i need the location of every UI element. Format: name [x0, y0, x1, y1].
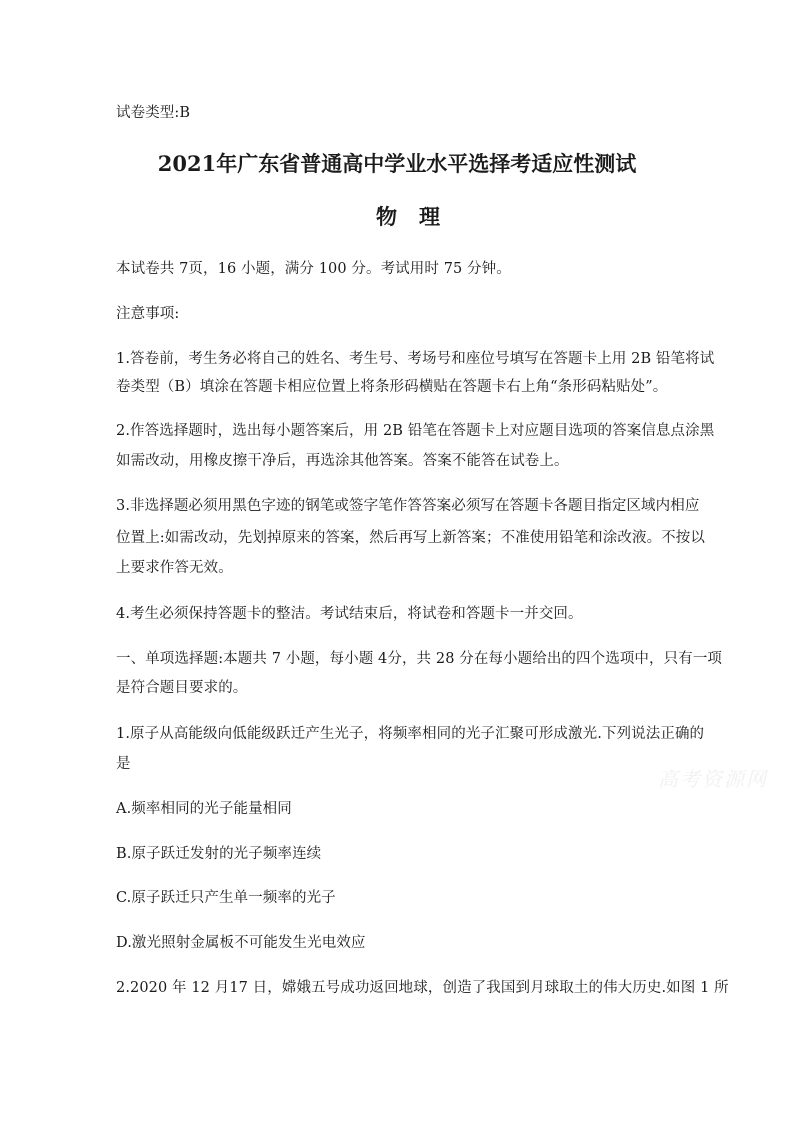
notice-1-line-1: 1.答卷前，考生务必将自己的姓名、考生号、考场号和座位号填写在答题卡上用 2B 铅笔将试	[116, 351, 715, 367]
subject-title: 物理	[376, 204, 462, 229]
section-1-line-1: 一、单项选择题:本题共 7 小题，每小题 4分，共 28 分在每小题给出的四个选项中，只有一项	[116, 651, 723, 667]
question-1-stem-line-1: 1.原子从高能级向低能级跃迁产生光子，将频率相同的光子汇聚可形成激光.下列说法正确的	[116, 726, 705, 742]
notice-3-line-3: 上要求作答无效。	[116, 560, 233, 576]
notice-3-line-2: 位置上:如需改动，先划掉原来的答案，然后再写上新答案；不准使用铅笔和涂改液。不按以	[116, 530, 705, 546]
watermark: 高考资源网	[658, 767, 768, 791]
paper-type-label: 试卷类型:B	[116, 105, 191, 121]
question-1-stem-line-2: 是	[116, 756, 131, 772]
notice-3-line-1: 3.非选择题必须用黑色字迹的钢笔或签字笔作答答案必须写在答题卡各题目指定区域内相应	[116, 498, 700, 514]
section-1-line-2: 是符合题目要求的。	[116, 680, 248, 696]
exam-intro: 本试卷共 7页，16 小题，满分 100 分。考试用时 75 分钟。	[116, 261, 511, 277]
notice-2-line-1: 2.作答选择题时，选出每小题答案后，用 2B 铅笔在答题卡上对应题目选项的答案信息点涂黑	[116, 423, 715, 439]
question-1-option-c: C.原子跃迁只产生单一频率的光子	[116, 890, 336, 906]
question-1-option-b: B.原子跃迁发射的光子频率连续	[116, 846, 322, 862]
notice-2-line-2: 如需改动，用橡皮擦干净后，再选涂其他答案。答案不能答在试卷上。	[116, 453, 569, 469]
question-1-option-d: D.激光照射金属板不可能发生光电效应	[116, 935, 366, 951]
question-1-option-a: A.频率相同的光子能量相同	[116, 801, 292, 817]
question-2-stem-line-1: 2.2020 年 12 月17 日，嫦娥五号成功返回地球，创造了我国到月球取土的伟大历史.如图 1 所	[116, 980, 729, 996]
notice-4: 4.考生必须保持答题卡的整洁。考试结束后，将试卷和答题卡一并交回。	[116, 606, 583, 622]
notice-1-line-2: 卷类型（B）填涂在答题卡相应位置上将条形码横贴在答题卡右上角“条形码粘贴处”。	[116, 379, 668, 395]
notice-heading: 注意事项:	[116, 306, 180, 322]
exam-title: 2021年广东省普通高中学业水平选择考适应性测试	[157, 151, 637, 176]
